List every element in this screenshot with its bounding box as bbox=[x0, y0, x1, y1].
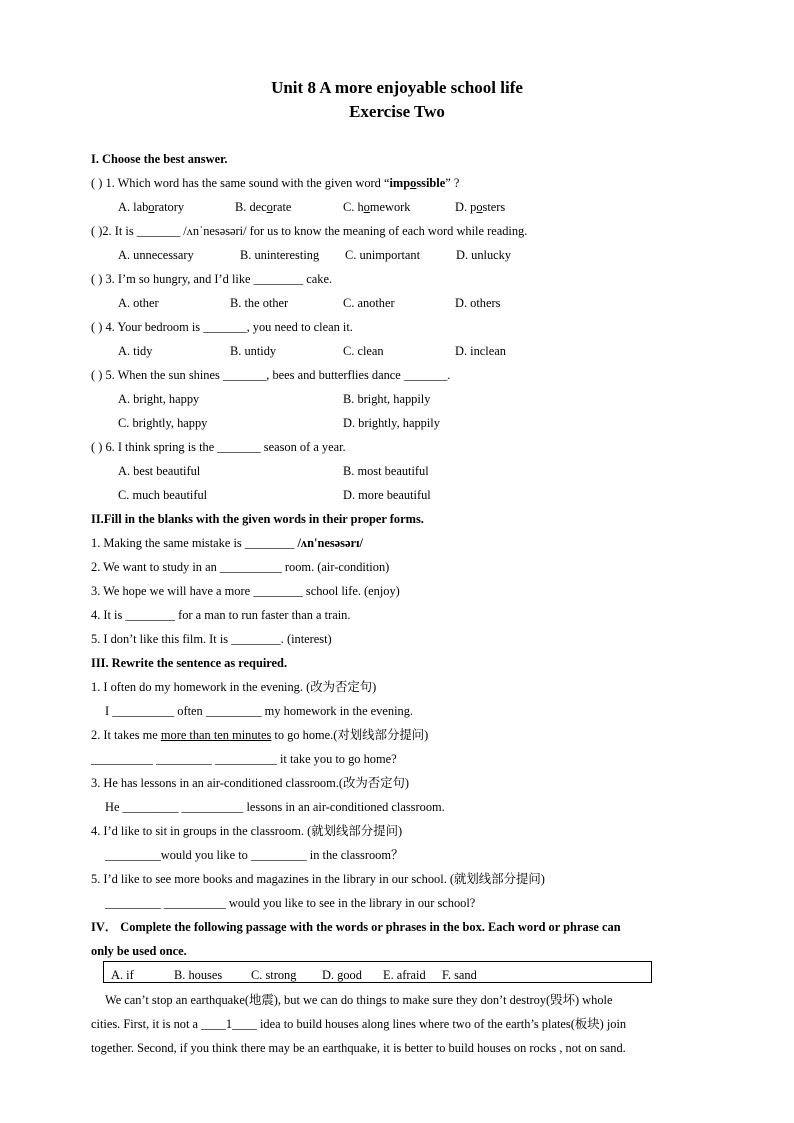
page-subtitle: Exercise Two bbox=[349, 102, 445, 121]
word-option-b: B. houses bbox=[174, 968, 223, 982]
phonetic: /ʌn'nesəsərɪ/ bbox=[297, 536, 363, 550]
section-3-heading: III. Rewrite the sentence as required. bbox=[91, 656, 288, 670]
page-title: Unit 8 A more enjoyable school life bbox=[271, 78, 523, 97]
q1-option-a: A. laboratory bbox=[118, 200, 185, 214]
section-1-heading: I. Choose the best answer. bbox=[91, 152, 228, 166]
q6-option-d: D. more beautiful bbox=[343, 488, 431, 502]
q4-option-c: C. clean bbox=[343, 344, 384, 358]
q4-option-b: B. untidy bbox=[230, 344, 277, 358]
q2-option-a: A. unnecessary bbox=[118, 248, 194, 262]
question-3-stem: ( ) 3. I’m so hungry, and I’d like ________ cake. bbox=[91, 272, 333, 286]
q1-option-b: B. decorate bbox=[235, 200, 292, 214]
passage-line-3: together. Second, if you think there may be an earthquake, it is better to build houses on rocks , not on sand. bbox=[91, 1041, 626, 1055]
rewrite-2: 2. It takes me more than ten minutes to go home.(对划线部分提问) bbox=[91, 728, 429, 742]
rewrite-1: 1. I often do my homework in the evening. (改为否定句) bbox=[91, 680, 377, 694]
q6-option-b: B. most beautiful bbox=[343, 464, 429, 478]
section-4-heading-cont: only be used once. bbox=[91, 944, 187, 958]
q1-option-c: C. homework bbox=[343, 200, 411, 214]
rewrite-5-answer: _________ __________ would you like to see in the library in our school? bbox=[105, 896, 476, 910]
q3-option-d: D. others bbox=[455, 296, 501, 310]
question-1-stem: ( ) 1. Which word has the same sound with the given word “impossible” ? bbox=[91, 176, 460, 190]
question-2-stem: ( )2. It is _______ /ʌnˈnesəsəri/ for us to know the meaning of each word while reading. bbox=[91, 224, 528, 238]
q5-option-d: D. brightly, happily bbox=[343, 416, 440, 430]
q3-option-c: C. another bbox=[343, 296, 395, 310]
word-option-c: C. strong bbox=[251, 968, 297, 982]
word-option-f: F. sand bbox=[442, 968, 477, 982]
question-1-text: ( ) 1. Which word has the same sound with the given word “ bbox=[91, 176, 390, 190]
question-4-stem: ( ) 4. Your bedroom is _______, you need to clean it. bbox=[91, 320, 353, 334]
q5-option-b: B. bright, happily bbox=[343, 392, 431, 406]
rewrite-3: 3. He has lessons in an air-conditioned classroom.(改为否定句) bbox=[91, 776, 410, 790]
rewrite-1-answer: I __________ often _________ my homework in the evening. bbox=[105, 704, 413, 718]
q5-option-c: C. brightly, happy bbox=[118, 416, 208, 430]
word-option-d: D. good bbox=[322, 968, 362, 982]
fill-item-1: 1. Making the same mistake is ________ /ʌn'nesəsərɪ/ bbox=[91, 536, 363, 550]
fill-item-5: 5. I don’t like this film. It is ________. (interest) bbox=[91, 632, 332, 646]
rewrite-5: 5. I’d like to see more books and magazines in the library in our school. (就划线部分提问) bbox=[91, 872, 545, 886]
q4-option-d: D. inclean bbox=[455, 344, 506, 358]
fill-item-4: 4. It is ________ for a man to run faster than a train. bbox=[91, 608, 351, 622]
q6-option-c: C. much beautiful bbox=[118, 488, 208, 502]
rewrite-2-answer: __________ _________ __________ it take you to go home? bbox=[91, 752, 397, 766]
q1-option-d: D. posters bbox=[455, 200, 506, 214]
q2-option-d: D. unlucky bbox=[456, 248, 512, 262]
question-5-stem: ( ) 5. When the sun shines _______, bees and butterflies dance _______. bbox=[91, 368, 451, 382]
rewrite-4: 4. I’d like to sit in groups in the classroom. (就划线部分提问) bbox=[91, 824, 403, 838]
q3-option-b: B. the other bbox=[230, 296, 289, 310]
q2-option-b: B. uninteresting bbox=[240, 248, 320, 262]
question-6-stem: ( ) 6. I think spring is the _______ season of a year. bbox=[91, 440, 346, 454]
rewrite-4-answer: _________would you like to _________ in the classroom？ bbox=[105, 848, 404, 862]
passage-line-2: cities. First, it is not a ____1____ idea to build houses along lines where two of the earth’s plates(板块) join bbox=[91, 1017, 627, 1031]
passage-line-1: We can’t stop an earthquake(地震), but we can do things to make sure they don’t destroy(毁坏) whole bbox=[105, 993, 613, 1007]
q2-option-c: C. unimportant bbox=[345, 248, 421, 262]
given-word: impossible bbox=[389, 176, 446, 190]
section-4-heading: IV． Complete the following passage with the words or phrases in the box. Each word or phrase can bbox=[91, 920, 621, 934]
word-option-e: E. afraid bbox=[383, 968, 426, 982]
underlined-phrase: more than ten minutes bbox=[160, 728, 272, 742]
word-option-a: A. if bbox=[111, 968, 134, 982]
q3-option-a: A. other bbox=[118, 296, 159, 310]
q4-option-a: A. tidy bbox=[118, 344, 153, 358]
section-2-heading: II.Fill in the blanks with the given words in their proper forms. bbox=[91, 512, 424, 526]
q6-option-a: A. best beautiful bbox=[118, 464, 201, 478]
q5-option-a: A. bright, happy bbox=[118, 392, 200, 406]
fill-item-2: 2. We want to study in an __________ room. (air-condition) bbox=[91, 560, 390, 574]
rewrite-3-answer: He _________ __________ lessons in an air-conditioned classroom. bbox=[105, 800, 445, 814]
fill-item-3: 3. We hope we will have a more ________ school life. (enjoy) bbox=[91, 584, 400, 598]
